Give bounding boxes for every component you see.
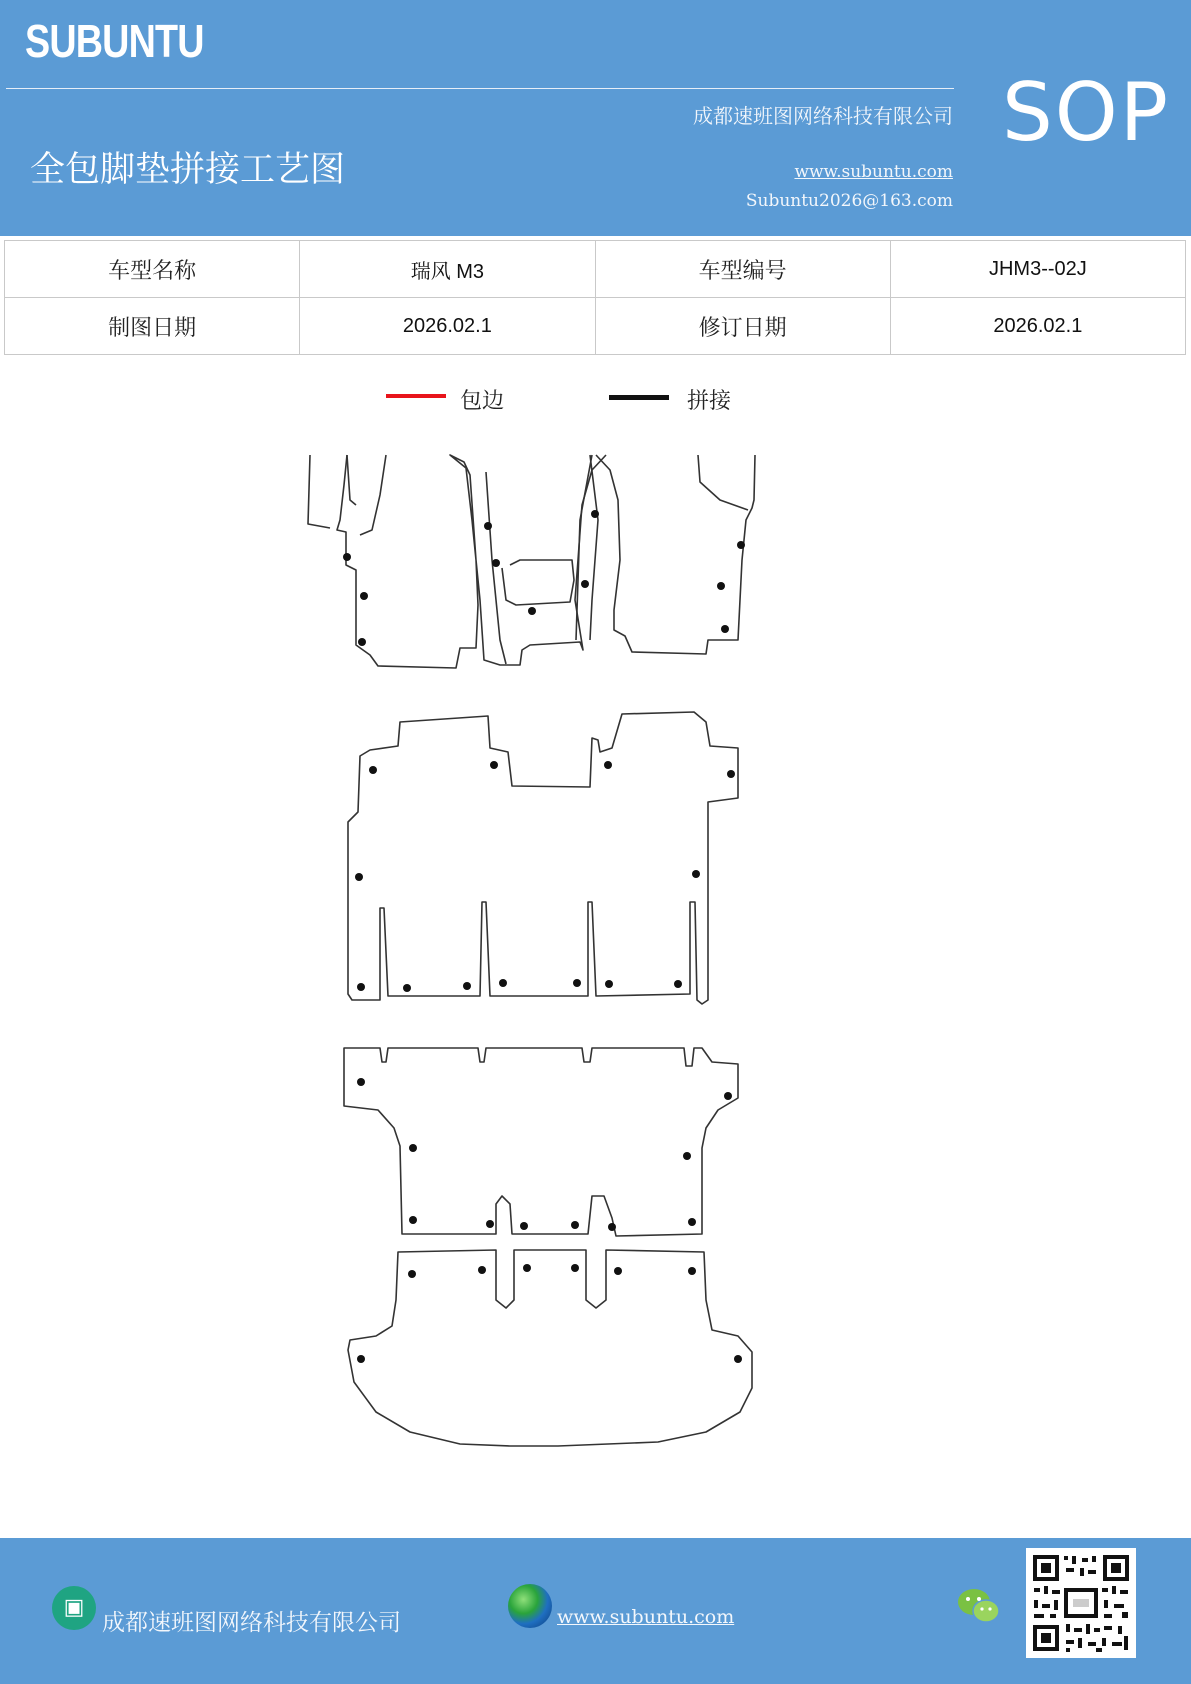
footer-banner: [0, 1538, 1191, 1684]
edge-legend-swatch: [386, 394, 446, 398]
vehicle-info-table: [4, 240, 1186, 355]
footer-company: 成都速班图网络科技有限公司: [102, 1610, 401, 1636]
header-company: 成都速班图网络科技有限公司: [693, 104, 953, 128]
splice-legend-swatch: [609, 395, 669, 400]
front-mat-pieces: [308, 455, 755, 668]
floor-mat-drawing: [0, 430, 1191, 1460]
sop-badge: SOP: [1002, 66, 1170, 159]
header-email: Subuntu2026@163.com: [745, 191, 953, 211]
table-row: [5, 298, 1186, 355]
splice-legend-label: 拼接: [687, 389, 732, 414]
rear-lower-mat-piece: [348, 1250, 752, 1446]
brand-logo: SUBUNTU: [25, 15, 204, 67]
header-banner: [0, 0, 1191, 236]
revise-date-value: 2026.02.1: [890, 298, 1185, 355]
header-divider: [6, 88, 954, 89]
document-title: 全包脚垫拼接工艺图: [30, 150, 346, 190]
draw-date-label: 制图日期: [5, 298, 300, 355]
wechat-icon: [956, 1586, 1002, 1626]
header-website-link[interactable]: www.subuntu.com: [794, 162, 953, 182]
footer-website-link[interactable]: www.subuntu.com: [557, 1606, 735, 1628]
edge-legend-label: 包边: [460, 389, 505, 414]
qr-code: [1026, 1548, 1136, 1658]
model-name-label: 车型名称: [5, 241, 300, 298]
globe-icon: [508, 1584, 552, 1628]
model-code-label: 车型编号: [595, 241, 890, 298]
draw-date-value: 2026.02.1: [300, 298, 595, 355]
revise-date-label: 修订日期: [595, 298, 890, 355]
model-name-value: 瑞风 M3: [300, 241, 595, 298]
rear-upper-mat-piece: [344, 1048, 738, 1236]
building-icon: ▣: [52, 1586, 96, 1630]
legend: [0, 384, 1191, 424]
middle-mat-piece: [348, 712, 738, 1004]
table-row: [5, 241, 1186, 298]
model-code-value: JHM3--02J: [890, 241, 1185, 298]
